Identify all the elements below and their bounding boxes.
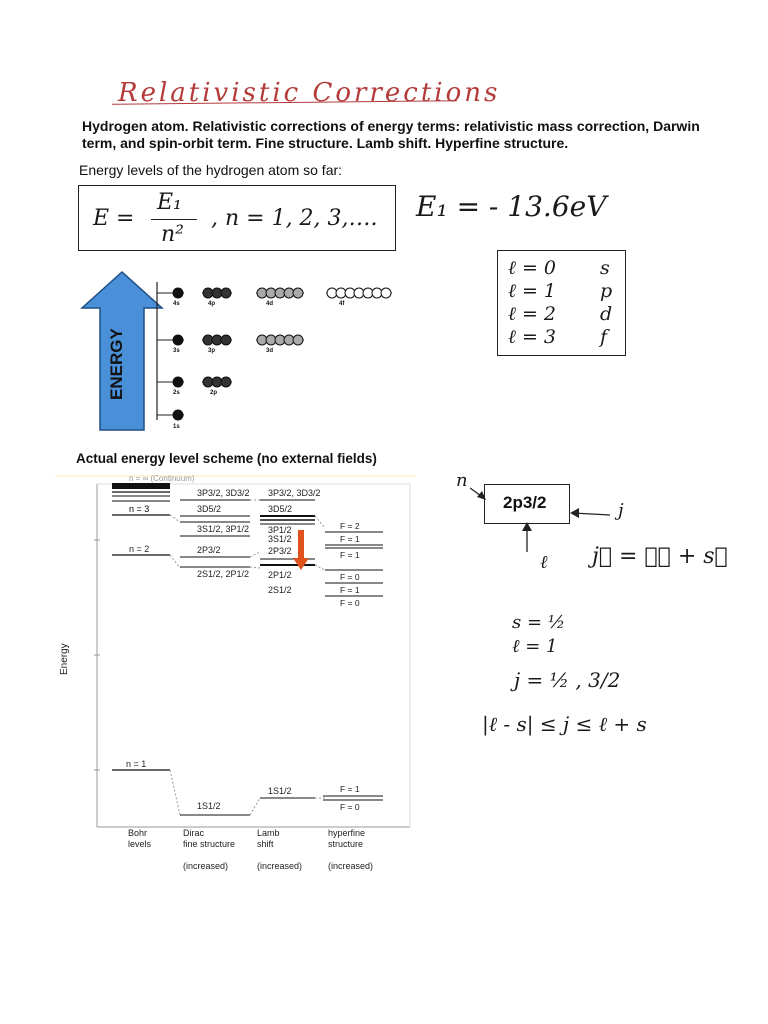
dirac-level-label: 3S1/2, 3P1/2 — [197, 524, 250, 534]
fraction-bar — [151, 219, 197, 220]
orbital-label: 2p — [210, 390, 218, 396]
actual-scheme-heading: Actual energy level scheme (no external fields) — [76, 451, 377, 466]
connector — [170, 515, 180, 522]
l-letter: f — [600, 326, 608, 348]
orbital-circle — [381, 288, 391, 298]
orbital-circle — [173, 335, 183, 345]
dirac-level-label: 2S1/2, 2P1/2 — [197, 569, 250, 579]
energy-axis-label: Energy — [59, 643, 70, 675]
hyperfine-label: F = 1 — [340, 784, 360, 794]
j-label: j — [618, 500, 624, 521]
orbital-circle — [293, 288, 303, 298]
formula-denominator: n² — [161, 222, 184, 247]
hyperfine-label: F = 0 — [340, 572, 360, 582]
intro-text: Hydrogen atom. Relativistic corrections of energy terms: relativistic mass correction, Darwin term, and spin-orbit term. Fine structure. Lamb shift. Hyperfine structure. — [82, 118, 700, 151]
bohr-n1-label: n = 1 — [126, 759, 147, 769]
lamb-column-label: Lamb shift (increased) — [257, 828, 303, 871]
formula-numerator: E₁ — [157, 190, 182, 215]
orbital-circle — [173, 410, 183, 420]
l-label: ℓ — [540, 552, 548, 573]
l-value: ℓ = 1 — [508, 280, 557, 302]
lamb-level-label: 2P3/2 — [268, 546, 292, 556]
connector — [250, 567, 260, 568]
j-inequality: |ℓ - s| ≤ j ≤ ℓ + s — [482, 712, 647, 736]
bohr-column-label: Bohr levels — [128, 828, 152, 849]
orbital-circle — [221, 377, 231, 387]
hyperfine-label: F = 1 — [340, 585, 360, 595]
j-arrowhead — [570, 508, 579, 518]
energy-arrow-label: ENERGY — [107, 328, 126, 400]
hyperfine-label: F = 1 — [340, 534, 360, 544]
hyperfine-label: F = 0 — [340, 598, 360, 608]
page-title: Relativistic Corrections — [118, 78, 501, 108]
lamb-shift-arrow-icon — [298, 530, 304, 558]
orbital-circle — [221, 288, 231, 298]
n-arrowhead — [477, 491, 486, 500]
orbital-rows — [172, 288, 392, 420]
continuum-label: n = ∞ (Continuum) — [129, 474, 195, 483]
vector-equation: j⃗ = ℓ⃗ + s⃗ — [592, 544, 728, 569]
l-value: ℓ = 3 — [508, 326, 557, 348]
orbital-circle — [221, 335, 231, 345]
energy-level-scheme — [55, 470, 415, 880]
connector — [250, 552, 260, 557]
formula-box — [78, 185, 396, 251]
connector — [170, 555, 180, 568]
lamb-level-label: 3P3/2, 3D3/2 — [268, 488, 321, 498]
dirac-column-label: Dirac fine structure (increased) — [183, 828, 236, 871]
energy-levels-caption: Energy levels of the hydrogen atom so far: — [79, 162, 343, 178]
dirac-level-label: 3D5/2 — [197, 504, 222, 514]
hyperfine-label: F = 0 — [340, 802, 360, 812]
lamb-level-label: 3S1/2 — [268, 534, 292, 544]
connector — [315, 565, 325, 570]
l-value-note: ℓ = 1 — [512, 636, 558, 657]
connector — [315, 516, 325, 528]
orbital-label: 4s — [173, 301, 180, 307]
orbital-label: 1s — [173, 424, 180, 430]
bohr-n3-label: n = 3 — [129, 504, 150, 514]
l-value: ℓ = 2 — [508, 303, 557, 325]
l-value: ℓ = 0 — [508, 257, 557, 279]
hyperfine-label: F = 2 — [340, 521, 360, 531]
bohr-n2-label: n = 2 — [129, 544, 150, 554]
dirac-level-label: 2P3/2 — [197, 545, 221, 555]
orbital-label: 4f — [339, 301, 345, 307]
l-letter: s — [600, 257, 610, 279]
orbital-circle — [173, 377, 183, 387]
l-letter-table — [497, 250, 626, 356]
formula-condition: , n = 1, 2, 3,…. — [211, 206, 378, 231]
orbital-circle — [293, 335, 303, 345]
lamb-level-label: 2S1/2 — [268, 585, 292, 595]
dirac-level-label: 3P3/2, 3D3/2 — [197, 488, 250, 498]
dirac-level-label: 1S1/2 — [197, 801, 221, 811]
hyperfine-column-label: hyperfine structure (increased) — [328, 828, 374, 871]
j-values: j = ½ , 3/2 — [514, 668, 621, 692]
connector — [170, 770, 180, 815]
orbital-label: 4p — [208, 301, 216, 307]
orbital-label: 2s — [173, 390, 180, 396]
connector — [250, 798, 260, 815]
continuum-band — [112, 483, 170, 489]
orbital-energy-diagram — [80, 270, 410, 440]
hyperfine-label: F = 1 — [340, 550, 360, 560]
l-letter: p — [600, 280, 613, 302]
formula-lhs: E = — [93, 206, 135, 231]
orbital-label: 3d — [266, 348, 274, 354]
l-arrowhead — [522, 522, 532, 531]
state-label: 2p3/2 — [503, 493, 547, 512]
orbital-label: 3p — [208, 348, 216, 354]
lamb-level-label: 1S1/2 — [268, 786, 292, 796]
n-label: n — [456, 470, 468, 491]
s-value: s = ½ — [512, 612, 566, 633]
lamb-level-label: 3P1/2 — [268, 525, 292, 535]
lamb-level-label: 3D5/2 — [268, 504, 293, 514]
orbital-circle — [173, 288, 183, 298]
lamb-level-label: 2P1/2 — [268, 570, 292, 580]
ground-energy-note: E₁ = - 13.6eV — [416, 190, 607, 223]
l-letter: d — [600, 303, 613, 325]
orbital-label: 3s — [173, 348, 180, 354]
orbital-label: 4d — [266, 301, 274, 307]
